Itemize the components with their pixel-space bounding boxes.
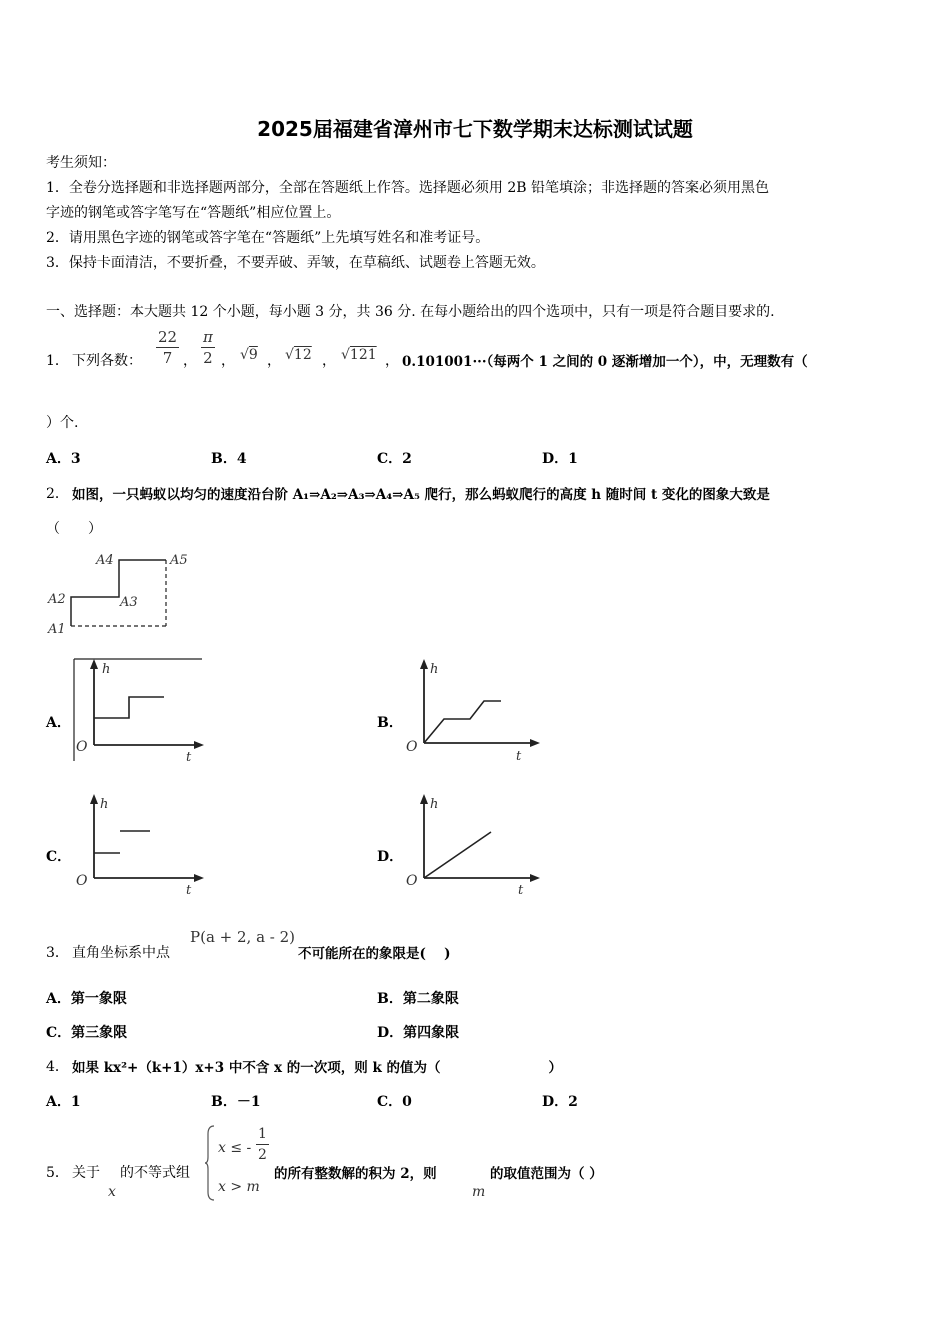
- axis-t: t: [518, 883, 524, 898]
- q2-paren: （ ）: [46, 521, 102, 537]
- curve-d: [424, 832, 491, 878]
- q1-comma-1: ，: [183, 353, 197, 369]
- q2-option-d-label: D．: [377, 849, 404, 865]
- q1-comma-5: ，: [385, 353, 399, 369]
- section-heading: 一、选择题：本大题共 12 个小题，每小题 3 分，共 36 分. 在每小题给出的四个选项中，只有一项是符合题目要求的.: [46, 304, 775, 320]
- y-axis-arrow: [420, 794, 428, 804]
- graph-b: [402, 655, 542, 765]
- q3-tail: 不可能所在的象限是( ): [298, 946, 451, 962]
- q1-sqrt-121: √121: [341, 347, 377, 363]
- origin: O: [76, 739, 88, 755]
- staircase-path: [71, 560, 166, 626]
- q1-rest: 0.101001···（每两个 1 之间的 0 逐渐增加一个），中，无理数有（: [402, 354, 808, 370]
- q1-radicand-12: 12: [293, 347, 312, 363]
- x-axis-arrow: [530, 739, 540, 747]
- q1-number: 1．: [46, 353, 69, 369]
- axis-h: h: [102, 662, 111, 677]
- q2-option-a-label: A．: [46, 715, 71, 731]
- q3-option-d: D．第四象限: [377, 1025, 460, 1041]
- x-axis-arrow: [194, 874, 204, 882]
- q4-text: 如果 kx²+（k+1）x+3 中不含 x 的一次项，则 k 的值为（ ）: [72, 1060, 563, 1076]
- q1-comma-2: ，: [221, 353, 235, 369]
- q1-comma-4: ，: [322, 353, 336, 369]
- q1-comma-3: ，: [267, 353, 281, 369]
- q1-f1-den: 7: [162, 349, 173, 367]
- origin: O: [406, 873, 418, 889]
- axis-t: t: [186, 750, 192, 765]
- q2-option-c-label: C．: [46, 849, 72, 865]
- notice-line-2: 2．请用黑色字迹的钢笔或答字笔在“答题纸”上先填写姓名和准考证号。: [46, 230, 490, 246]
- q3-option-b: B．第二象限: [377, 991, 459, 1007]
- q4-option-b: B．－1: [211, 1094, 261, 1110]
- q4-option-d: D．2: [542, 1094, 578, 1110]
- q5-end: 的取值范围为（ ）: [490, 1166, 603, 1182]
- q5-lead: 关于: [72, 1165, 100, 1181]
- label-a5: A5: [170, 553, 188, 568]
- q5-ineq-1: x ≤ -: [218, 1140, 252, 1156]
- graph-c: [72, 790, 212, 898]
- q1-f2-num: π: [203, 328, 213, 346]
- label-a2: A2: [48, 592, 66, 607]
- x-axis-arrow: [194, 741, 204, 749]
- q1-radicand-9: 9: [248, 347, 258, 363]
- x-axis-arrow: [530, 874, 540, 882]
- curve-a: [94, 697, 164, 718]
- q1-sqrt-9: √9: [240, 347, 258, 363]
- axis-t: t: [186, 883, 192, 898]
- q1-option-b: B．4: [211, 451, 247, 467]
- q4-number: 4．: [46, 1059, 69, 1075]
- q3-option-a: A．第一象限: [46, 991, 127, 1007]
- q3-lead: 直角坐标系中点: [72, 945, 170, 961]
- axis-t: t: [516, 749, 522, 764]
- notice-line-1b: 字迹的钢笔或答字笔写在“答题纸”相应位置上。: [46, 205, 341, 221]
- q5-mid: 的不等式组: [120, 1165, 190, 1181]
- origin: O: [76, 873, 88, 889]
- y-axis-arrow: [90, 659, 98, 669]
- curve-b: [424, 701, 501, 743]
- q5-ineq-2: x > m: [218, 1179, 260, 1195]
- notice-line-3: 3．保持卡面清洁，不要折叠，不要弄破、弄皱，在草稿纸、试题卷上答题无效。: [46, 255, 545, 271]
- q5-tail: 的所有整数解的积为 2，则: [274, 1166, 437, 1182]
- q1-f1-num: 22: [158, 328, 178, 346]
- q1-fraction-22-7: [156, 327, 179, 368]
- notice-line-1a: 1．全卷分选择题和非选择题两部分，全部在答题纸上作答。选择题必须用 2B 铅笔填涂；非选择题的答案必须用黑色: [46, 180, 769, 196]
- axis-h: h: [430, 797, 439, 812]
- q1-lead: 下列各数：: [72, 353, 142, 369]
- y-axis-arrow: [420, 659, 428, 669]
- q2-option-b-label: B．: [377, 715, 403, 731]
- q5-var-x: x: [108, 1184, 116, 1200]
- q4-option-a: A．1: [46, 1094, 81, 1110]
- q5-half-num: 1: [256, 1124, 269, 1145]
- notice-heading: 考生须知：: [46, 155, 116, 171]
- q5-half-fraction: [256, 1124, 269, 1165]
- q1-f2-den: 2: [203, 349, 213, 367]
- axis-h: h: [100, 797, 109, 812]
- q3-point: P(a + 2, a - 2): [190, 928, 296, 946]
- label-a4: A4: [96, 553, 114, 568]
- q2-text: 如图，一只蚂蚁以均匀的速度沿台阶 A₁⇒A₂⇒A₃⇒A₄⇒A₅ 爬行，那么蚂蚁爬行的高度 h 随时间 t 变化的图象大致是: [72, 487, 770, 503]
- brace-path: [205, 1126, 214, 1200]
- q3-option-c: C．第三象限: [46, 1025, 128, 1041]
- graph-d: [402, 790, 542, 898]
- q1-option-a: A．3: [46, 451, 81, 467]
- q5-var-m: m: [472, 1184, 486, 1200]
- q1-option-c: C．2: [377, 451, 412, 467]
- q2-number: 2．: [46, 486, 69, 502]
- q3-number: 3．: [46, 945, 69, 961]
- system-brace: [204, 1124, 216, 1202]
- y-axis-arrow: [90, 794, 98, 804]
- q1-continuation: ）个.: [46, 415, 79, 431]
- graph-a: [72, 655, 207, 765]
- q1-fraction-pi-2: [201, 327, 215, 368]
- staircase-figure: [44, 545, 194, 640]
- q4-option-c: C．0: [377, 1094, 412, 1110]
- page-title: 2025届福建省漳州市七下数学期末达标测试试题: [257, 117, 693, 141]
- q1-sqrt-12: √12: [285, 347, 312, 363]
- axis-h: h: [430, 662, 439, 677]
- label-a3: A3: [120, 595, 138, 610]
- q1-radicand-121: 121: [349, 347, 377, 363]
- origin: O: [406, 739, 418, 755]
- q1-option-d: D．1: [542, 451, 578, 467]
- q5-half-den: 2: [258, 1147, 267, 1163]
- label-a1: A1: [48, 622, 66, 637]
- q5-number: 5．: [46, 1165, 69, 1181]
